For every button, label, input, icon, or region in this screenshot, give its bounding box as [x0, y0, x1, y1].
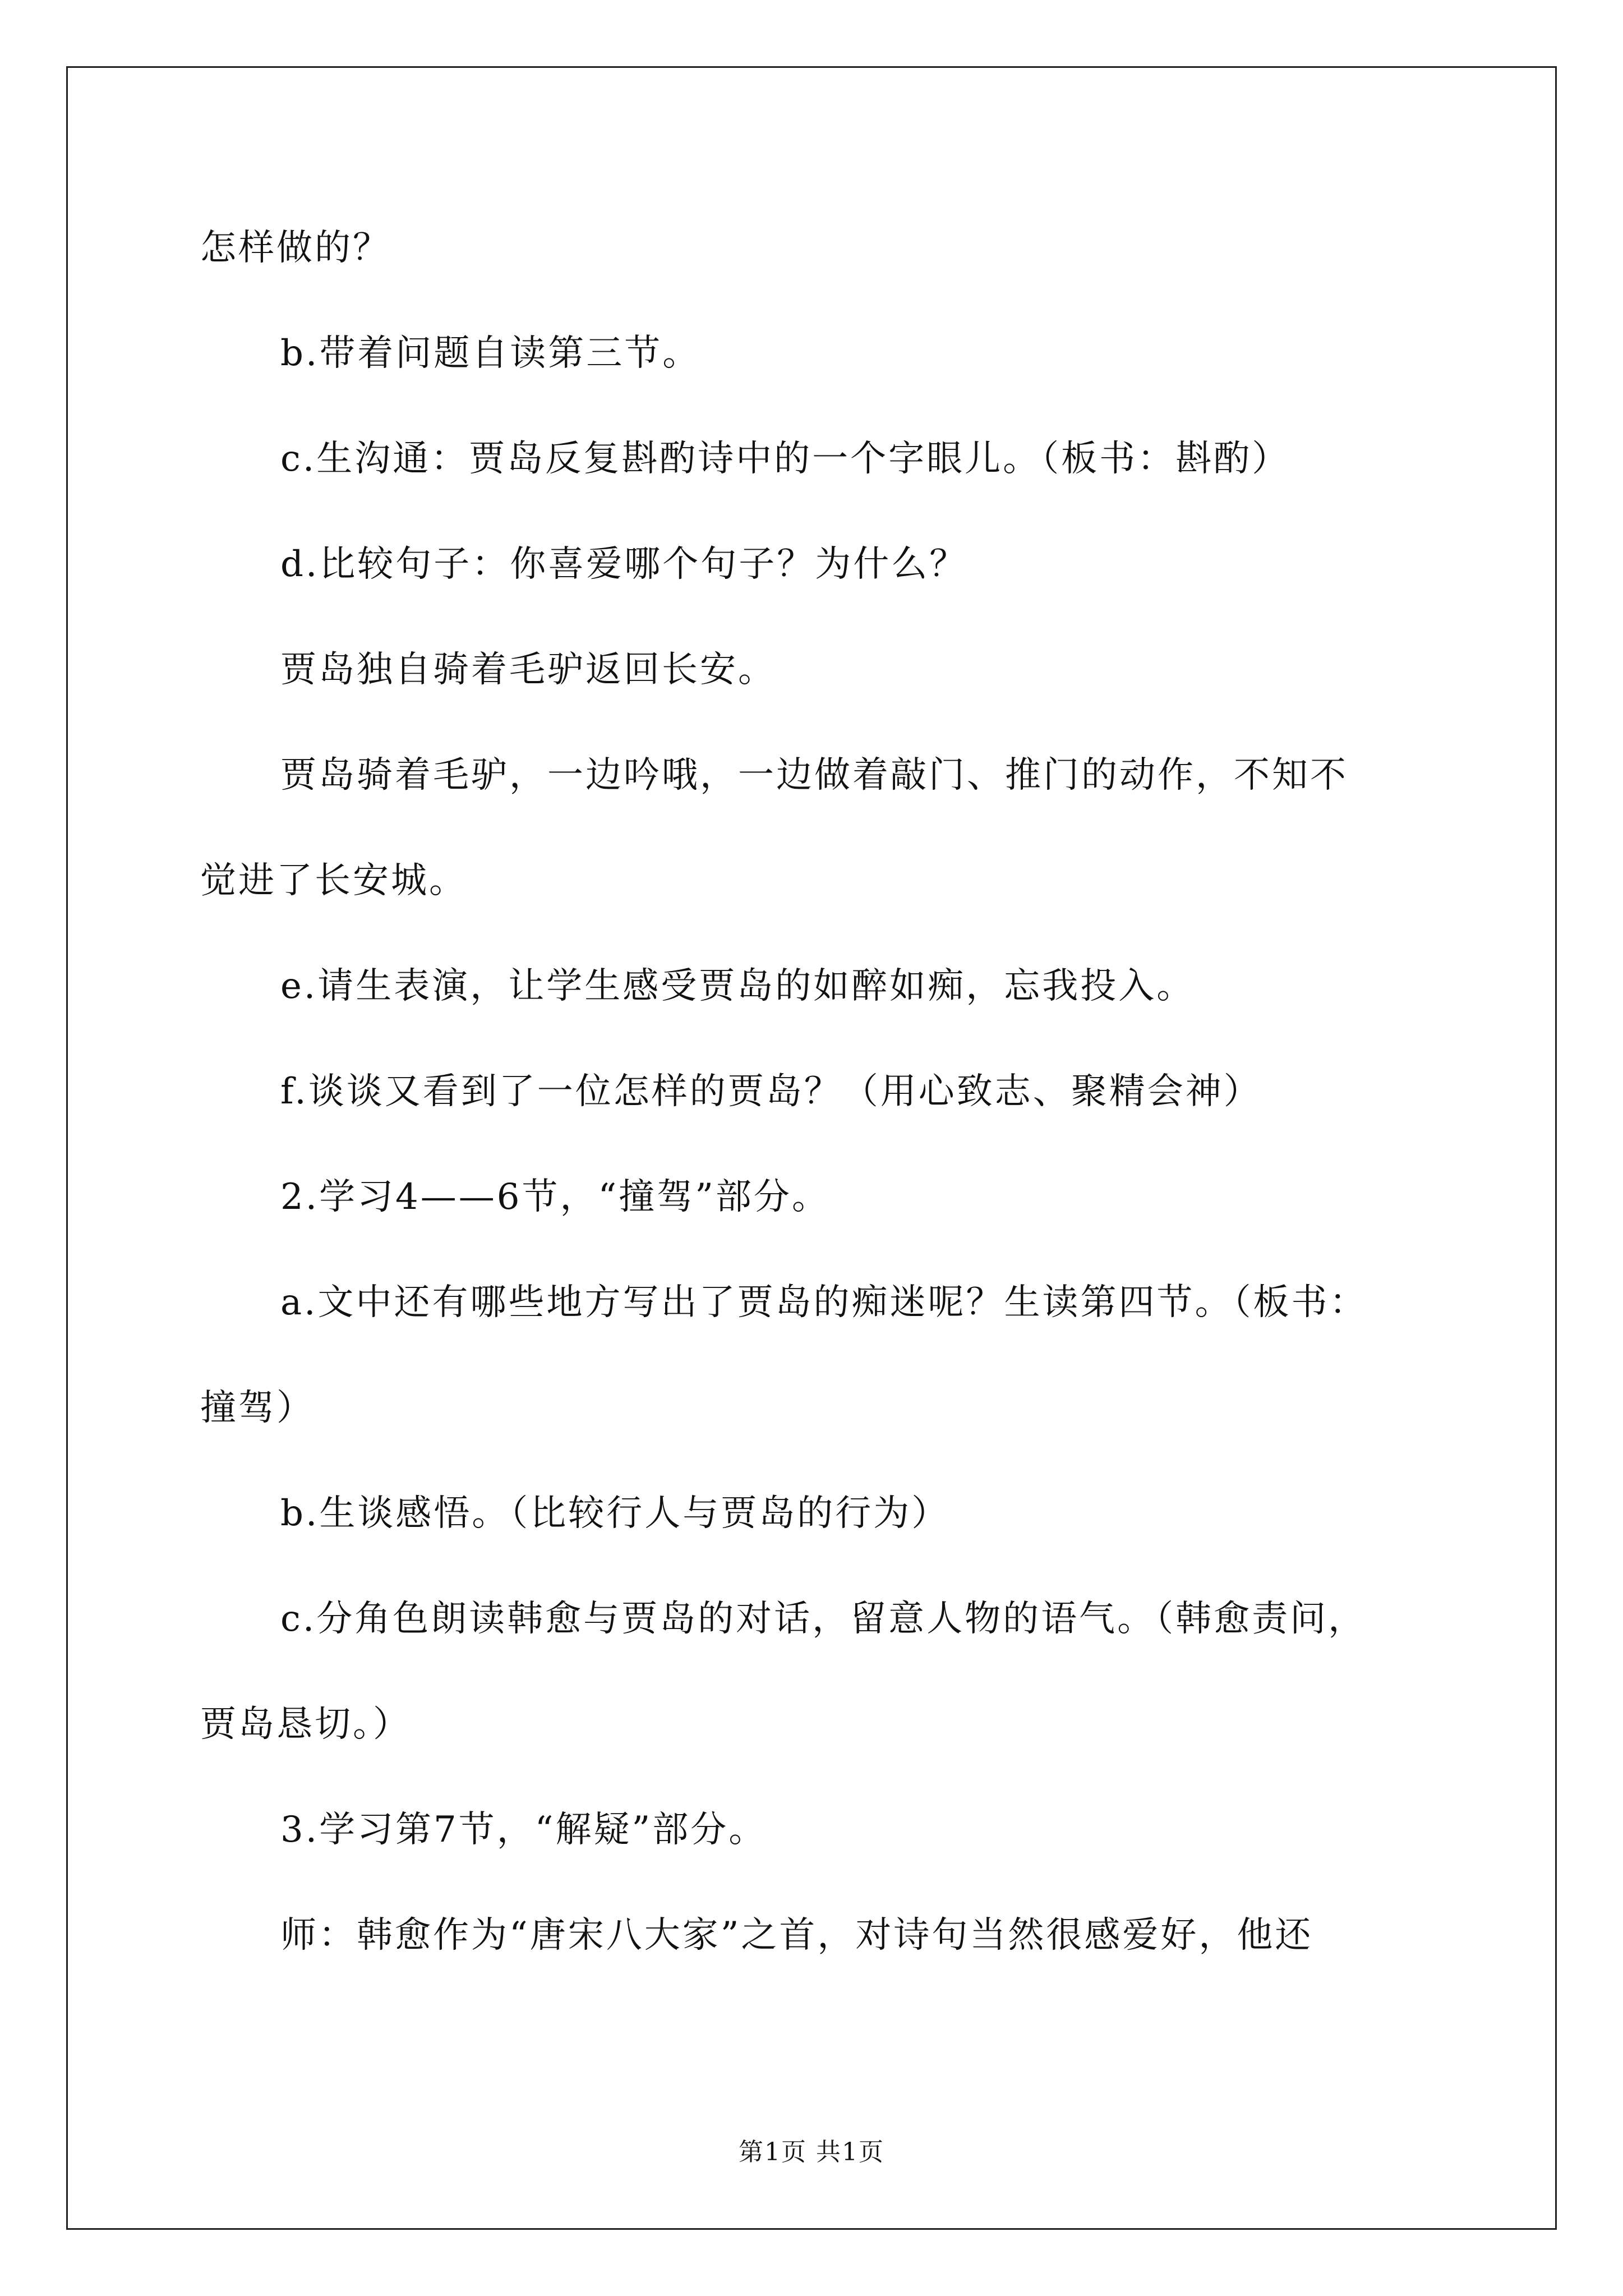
text-line: 怎样做的？	[200, 227, 391, 269]
text-line: 贾岛恳切。）	[200, 1704, 411, 1745]
text-line: a.文中还有哪些地方写出了贾岛的痴迷呢？生读第四节。（板书：	[280, 1282, 1368, 1323]
text-line: b.生谈感悟。（比较行人与贾岛的行为）	[280, 1493, 950, 1534]
text-line: 2.学习4——6节，“撞驾”部分。	[280, 1176, 830, 1218]
text-line: 师：韩愈作为“唐宋八大家”之首，对诗句当然很感爱好，他还	[280, 1915, 1313, 1956]
text-line: b.带着问题自读第三节。	[280, 333, 701, 374]
text-line: e.请生表演，让学生感受贾岛的如醉如痴，忘我投入。	[280, 965, 1195, 1007]
text-line: 3.学习第7节，“解疑”部分。	[280, 1809, 767, 1851]
text-line: 贾岛独自骑着毛驴返回长安。	[280, 649, 776, 691]
page-footer: 第1页 共1页	[739, 2138, 884, 2166]
text-line: 撞驾）	[200, 1387, 315, 1429]
text-line: c.生沟通：贾岛反复斟酌诗中的一个字眼儿。（板书：斟酌）	[280, 438, 1290, 480]
text-line: 贾岛骑着毛驴，一边吟哦，一边做着敲门、推门的动作，不知不	[280, 754, 1348, 796]
text-line: 觉进了长安城。	[200, 860, 467, 901]
text-line: c.分角色朗读韩愈与贾岛的对话，留意人物的语气。（韩愈责问，	[280, 1598, 1367, 1640]
text-line: d.比较句子：你喜爱哪个句子？为什么？	[280, 544, 968, 585]
text-line: f.谈谈又看到了一位怎样的贾岛？（用心致志、聚精会神）	[280, 1071, 1262, 1112]
